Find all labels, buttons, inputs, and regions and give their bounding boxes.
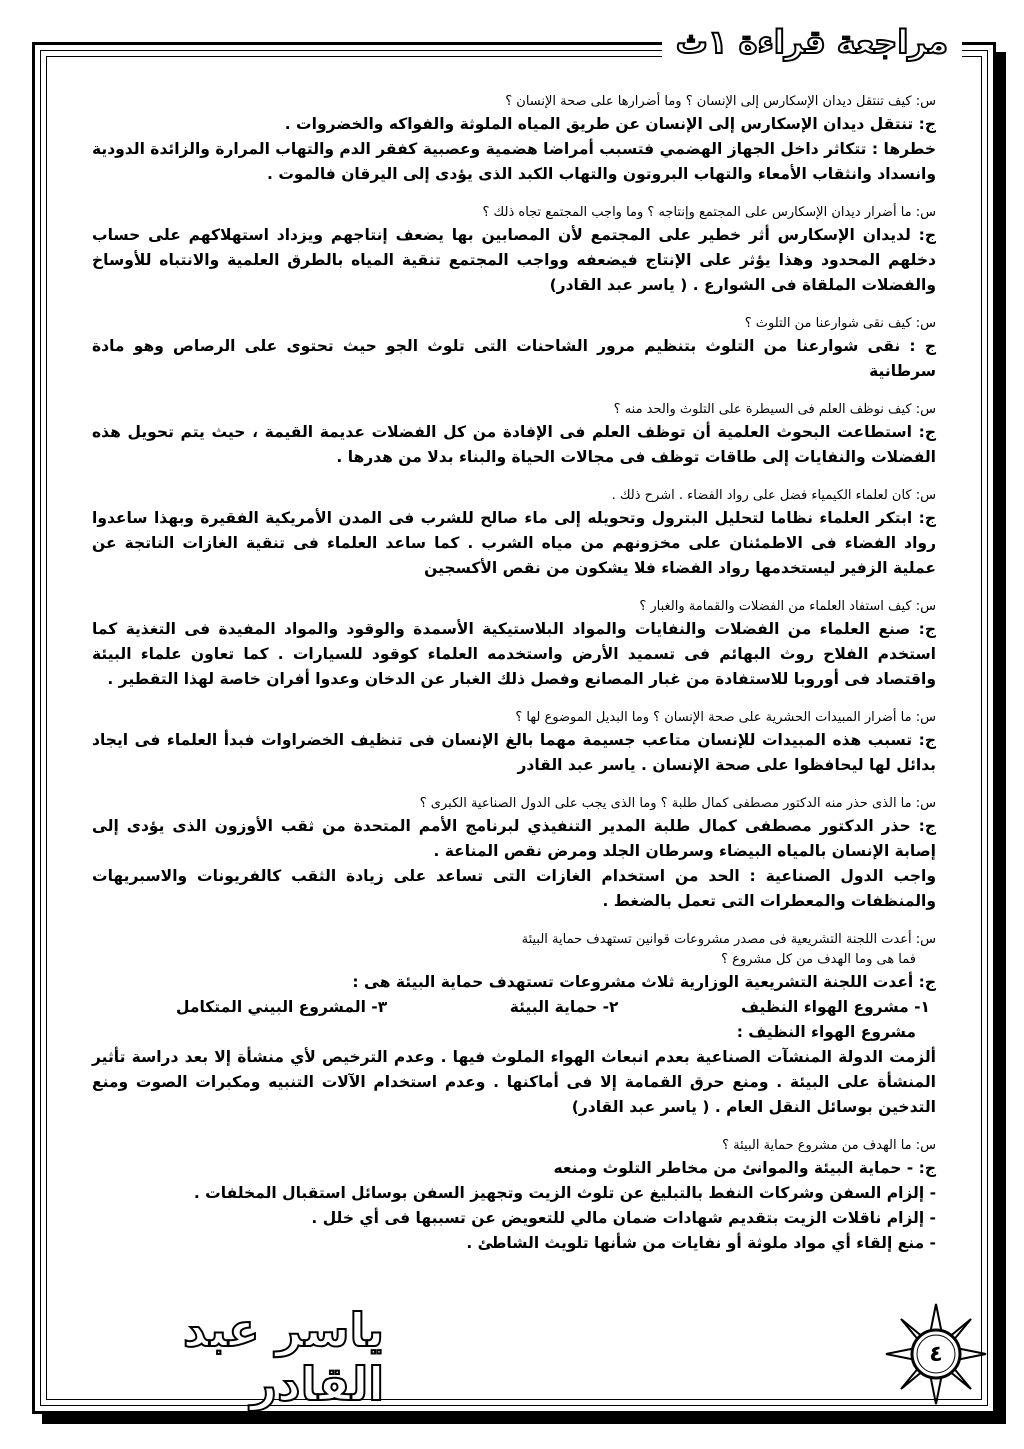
answer: ج: صنع العلماء من الفضلات والنفايات والمواد البلاستيكية الأسمدة والوقود والمواد المفيدة فى التغذية كما استخدم الفلاح روث البهائم فى تسميد الأرض واستخدمه العلماء كوقود للسيارات . كما تعاون علماء البيئة واقتصاد فى أوروبا للاستفادة من غبار المصانع وفصل ذلك الغبار عن الدخان وعدوا أفران خاصة لهذا التقطير .	[92, 620, 936, 688]
answer: ج: لديدان الإسكارس أثر خطير على المجتمع لأن المصابين بها يضعف إنتاجهم ويزداد استهلاكهم على حساب دخلهم المحدود وهذا يؤثر على الإنتاج فيضعفه وواجب المجتمع تنقية المياه بالطرق العلمية والانتباه للأوساخ والفضلات الملقاة فى الشوارع . ( ياسر عبد القادر)	[92, 226, 936, 294]
answer: ج: - حماية البيئة والموانئ من مخاطر التلوث ومنعه	[553, 1159, 936, 1177]
project-item: ١- مشروع الهواء النظيف	[741, 998, 930, 1016]
answer: ج: تسبب هذه المبيدات للإنسان متاعب جسيمة مهما بالغ الإنسان فى تنظيف الخضراوات فبدأ العلماء فى ايجاد بدائل لها ليحافظوا على صحة الإنسان . ياسر عبد القادر	[92, 731, 936, 774]
answer: ج: استطاعت البحوث العلمية أن توظف العلم فى الإفادة من كل الفضلات عديمة القيمة ، حيث يتم تحويل هذه الفضلات والنفايات إلى طاقات توظف فى مجالات الحياة والبناء بدلا من هدرها .	[92, 423, 936, 466]
bullet-item: - منع إلقاء أي مواد ملوثة أو نفايات من شأنها تلويث الشاطئ .	[466, 1234, 936, 1252]
question: س: ما الذى حذر منه الدكتور مصطفى كمال طلبة ؟ وما الذى يجب على الدول الصناعية الكبرى ؟	[419, 796, 936, 811]
answer-danger: خطرها : تتكاثر داخل الجهاز الهضمي فتسبب أمراضا هضمية وعصبية كفقر الدم والتهاب المرارة والزائدة الدودية وانسداد وانثقاب الأمعاء والتهاب البروتون والتهاب الكبد الذى يؤدى إلى اليرقان فالموت .	[92, 140, 936, 183]
qa-block	[92, 92, 936, 187]
qa-block	[92, 597, 936, 692]
question-continued: فما هى وما الهدف من كل مشروع ؟	[721, 952, 916, 967]
projects-list	[92, 995, 936, 1020]
bullet-item: - إلزام السفن وشركات النفط بالتبليغ عن تلوث الزيت وتجهيز السفن بوسائل استقبال المخلفات .	[193, 1184, 936, 1202]
qa-block	[92, 486, 936, 581]
question: س: ما الهدف من مشروع حماية البيئة ؟	[722, 1138, 936, 1153]
qa-block	[92, 400, 936, 470]
project-item: ٣- المشروع البيني المتكامل	[176, 998, 388, 1016]
question: س: كيف تنتقل ديدان الإسكارس إلى الإنسان ؟ وما أضرارها على صحة الإنسان ؟	[505, 94, 936, 109]
clean-air-text: ألزمت الدولة المنشآت الصناعية بعدم انبعاث الهواء الملوث فيها . وعدم الترخيص لأي منشأة إلا بعد دراسة تأثير المنشأة على البيئة . ومنع حرق القمامة إلا فى أماكنها . وعدم استخدام الآلات التنبيه ومكبرات الصوت ومنع التدخين بوسائل النقل العام . ( ياسر عبد القادر)	[92, 1048, 936, 1116]
qa-block-env-project	[92, 1136, 936, 1256]
qa-block	[92, 794, 936, 914]
worksheet-content	[92, 92, 936, 1272]
signature-area	[64, 1303, 384, 1411]
question: س: ما أضرار ديدان الإسكارس على المجتمع وإنتاجه ؟ وما واجب المجتمع تجاه ذلك ؟	[482, 205, 936, 220]
project-item: ٢- حماية البيئة	[509, 998, 619, 1016]
answer: ج: أعدت اللجنة التشريعية الوزارية ثلاث مشروعات تستهدف حماية البيئة هى :	[352, 973, 936, 991]
question: س: كيف نقى شوارعنا من التلوث ؟	[744, 316, 936, 331]
question: س: أعدت اللجنة التشريعية فى مصدر مشروعات قوانين تستهدف حماية البيئة	[521, 932, 936, 947]
question: س: كيف استفاد العلماء من الفضلات والقمامة والغبار ؟	[639, 599, 936, 614]
page-title: مراجعة قراءة ١ث	[675, 23, 948, 61]
answer: ج: ابتكر العلماء نظاما لتحليل البترول وتحويله إلى ماء صالح للشرب فى المدن الأمريكية الفقيرة وبهذا ساعدوا رواد الفضاء فى الاطمئنان على مخزونهم من مياه الشرب . كما ساعد العلماء فى تنقية الغازات الناتجة عن عملية الزفير ليستخدمها رواد الفضاء فلا يشكون من نقص الأكسجين	[92, 509, 936, 577]
answer: ج: تنتقل ديدان الإسكارس إلى الإنسان عن طريق المياه الملوثة والفواكه والخضروات .	[284, 115, 936, 133]
question: س: كيف نوظف العلم فى السيطرة على التلوث والحد منه ؟	[613, 402, 936, 417]
qa-block-committee	[92, 930, 936, 1120]
answer: ج : نقى شوارعنا من التلوث بتنظيم مرور الشاحنات التى تلوث الجو حيث تحتوى على الرصاص وهو مادة سرطانية	[92, 337, 936, 380]
question: س: ما أضرار المبيدات الحشرية على صحة الإنسان ؟ وما البديل الموضوع لها ؟	[515, 710, 936, 725]
header	[662, 16, 962, 68]
qa-block	[92, 708, 936, 778]
answer-duty: واجب الدول الصناعية : الحد من استخدام الغازات التى تساعد على زيادة الثقب كالفريونات والاسبريهات والمنظفات والمعطرات التى تعمل بالضغط .	[92, 867, 936, 910]
bullet-item: - إلزام ناقلات الزيت بتقديم شهادات ضمان مالي للتعويض عن تسببها فى أي خلل .	[311, 1209, 936, 1227]
qa-block	[92, 314, 936, 384]
qa-block	[92, 203, 936, 298]
question: س: كان لعلماء الكيمياء فضل على رواد الفضاء . اشرح ذلك .	[611, 488, 936, 503]
page-number: ٤	[929, 1341, 943, 1367]
signature: ياسر عبد القادر	[182, 1303, 384, 1411]
answer: ج: حذر الدكتور مصطفى كمال طلبة المدير التنفيذي لبرنامج الأمم المتحدة من ثقب الأوزون الذى يؤدى إلى إصابة الإنسان بالمياه البيضاء وسرطان الجلد ومرض نقص المناعة .	[92, 817, 936, 860]
subheading-clean-air: مشروع الهواء النظيف :	[736, 1023, 916, 1041]
